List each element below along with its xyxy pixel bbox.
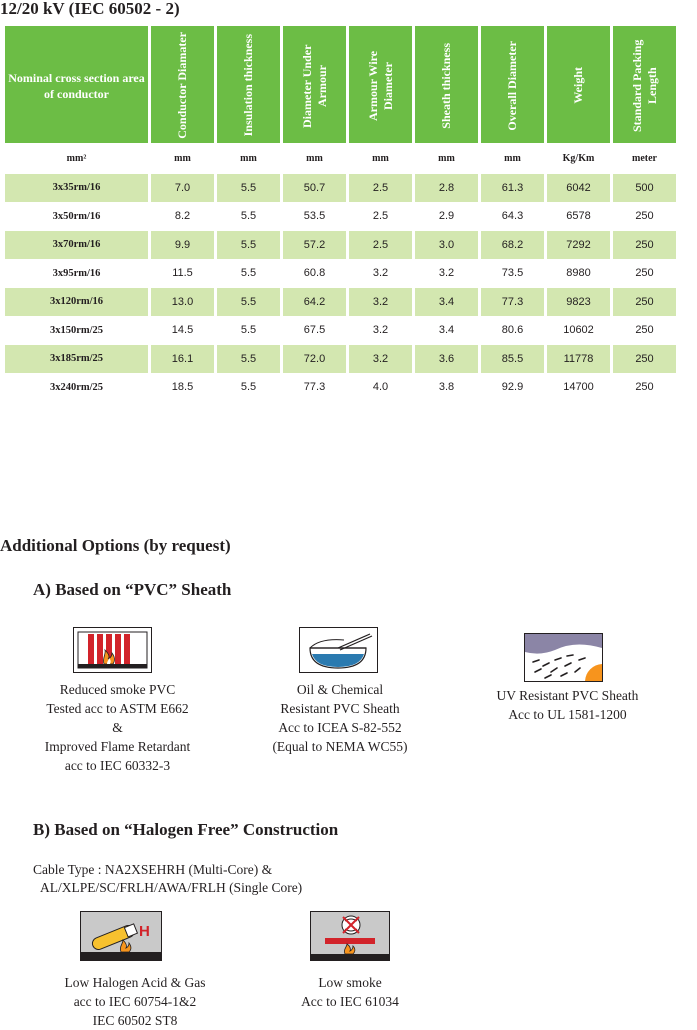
row-value-cell: 500 bbox=[613, 173, 676, 203]
header-packing-length bbox=[613, 26, 676, 143]
additional-options-heading: Additional Options (by request) bbox=[0, 536, 231, 555]
header-label: Insulation thickness bbox=[241, 34, 255, 137]
row-value-cell: 250 bbox=[635, 381, 654, 394]
row-value-cell: 250 bbox=[613, 230, 676, 260]
row-value-cell: 53.5 bbox=[303, 210, 326, 223]
row-value-cell: 4.0 bbox=[372, 381, 389, 394]
row-value-cell: 11778 bbox=[547, 344, 610, 374]
row-value-cell: 3.8 bbox=[438, 381, 455, 394]
row-value-cell: 68.2 bbox=[481, 230, 544, 260]
row-value-cell: 3.2 bbox=[372, 324, 389, 337]
row-value-cell: 5.5 bbox=[217, 230, 280, 260]
header-armour-wire-diameter bbox=[349, 26, 412, 143]
header-cross-section: Nominal cross section area of conductor bbox=[5, 26, 148, 143]
option-line: IEC 60502 ST8 bbox=[92, 1013, 178, 1028]
header-label: Overall Diameter bbox=[505, 40, 519, 131]
oil-chemical-icon bbox=[299, 627, 378, 673]
header-label: Standard Packing Length bbox=[629, 39, 659, 132]
row-value-cell: 5.5 bbox=[240, 210, 257, 223]
row-value-cell: 5.5 bbox=[240, 267, 257, 280]
halogen-h-letter: H bbox=[139, 923, 150, 940]
header-label: Diameter Under Armour bbox=[299, 43, 329, 128]
row-value-cell: 9.9 bbox=[151, 230, 214, 260]
option-line: Oil & Chemical bbox=[296, 682, 384, 697]
row-value-cell: 50.7 bbox=[283, 173, 346, 203]
row-value-cell: 92.9 bbox=[501, 381, 524, 394]
row-value-cell: 2.8 bbox=[415, 173, 478, 203]
row-size-cell: 3x50rm/16 bbox=[52, 210, 101, 222]
row-value-cell: 3.2 bbox=[372, 267, 389, 280]
row-value-cell: 72.0 bbox=[283, 344, 346, 374]
cable-type-line-2: AL/XLPE/SC/FRLH/AWA/FRLH (Single Core) bbox=[40, 880, 303, 895]
option-line: Low Halogen Acid & Gas bbox=[64, 975, 206, 990]
row-value-cell: 250 bbox=[613, 287, 676, 317]
row-value-cell: 10602 bbox=[563, 324, 594, 337]
option-line: Improved Flame Retardant bbox=[44, 739, 191, 754]
unit-cell: Kg/Km bbox=[562, 152, 595, 164]
row-value-cell: 16.1 bbox=[151, 344, 214, 374]
unit-cell: mm bbox=[372, 152, 389, 164]
unit-cell: mm bbox=[504, 152, 521, 164]
header-label: Weight bbox=[571, 67, 585, 104]
cable-type-line-1: Cable Type : NA2XSEHRH (Multi-Core) & bbox=[33, 862, 273, 877]
row-size-cell: 3x35rm/16 bbox=[5, 173, 148, 203]
option-line: Low smoke bbox=[318, 975, 382, 990]
uv-sun-icon bbox=[524, 633, 603, 682]
low-halogen-icon bbox=[80, 911, 162, 961]
row-size-cell: 3x185rm/25 bbox=[5, 344, 148, 374]
option-line: Resistant PVC Sheath bbox=[280, 701, 400, 716]
unit-cell: mm bbox=[174, 152, 191, 164]
row-value-cell: 250 bbox=[635, 210, 654, 223]
fire-retardant-icon bbox=[73, 627, 152, 673]
header-conductor-diameter bbox=[151, 26, 214, 143]
units-row bbox=[5, 143, 676, 173]
option-reduced-smoke bbox=[30, 680, 205, 775]
row-size-cell: 3x70rm/16 bbox=[5, 230, 148, 260]
header-label: Sheath thickness bbox=[439, 42, 453, 129]
row-value-cell: 2.5 bbox=[349, 230, 412, 260]
row-value-cell: 3.6 bbox=[415, 344, 478, 374]
table-row bbox=[5, 317, 676, 345]
row-value-cell: 250 bbox=[635, 267, 654, 280]
header-label: Armour Wire Diameter bbox=[365, 50, 395, 121]
row-value-cell: 3.2 bbox=[438, 267, 455, 280]
row-value-cell: 67.5 bbox=[303, 324, 326, 337]
table-row bbox=[5, 287, 676, 317]
option-line: acc to IEC 60332-3 bbox=[64, 758, 171, 773]
row-value-cell: 60.8 bbox=[303, 267, 326, 280]
row-value-cell: 3.2 bbox=[349, 287, 412, 317]
row-value-cell: 73.5 bbox=[501, 267, 524, 280]
table-row bbox=[5, 203, 676, 231]
row-value-cell: 18.5 bbox=[171, 381, 194, 394]
low-smoke-icon bbox=[310, 911, 390, 961]
row-size-cell: 3x95rm/16 bbox=[52, 267, 101, 279]
header-insulation-thickness bbox=[217, 26, 280, 143]
row-value-cell: 64.2 bbox=[283, 287, 346, 317]
row-value-cell: 9823 bbox=[547, 287, 610, 317]
row-value-cell: 85.5 bbox=[481, 344, 544, 374]
header-overall-diameter bbox=[481, 26, 544, 143]
option-line: Acc to UL 1581-1200 bbox=[508, 707, 627, 722]
row-value-cell: 5.5 bbox=[217, 344, 280, 374]
table-header-row bbox=[5, 26, 676, 143]
header-diameter-under-armour bbox=[283, 26, 346, 143]
row-value-cell: 77.3 bbox=[303, 381, 326, 394]
option-low-smoke bbox=[270, 973, 430, 1011]
row-value-cell: 5.5 bbox=[217, 173, 280, 203]
row-value-cell: 2.5 bbox=[349, 173, 412, 203]
option-oil-chemical bbox=[250, 680, 430, 756]
row-value-cell: 11.5 bbox=[172, 267, 193, 280]
row-size-cell: 3x120rm/16 bbox=[5, 287, 148, 317]
row-value-cell: 13.0 bbox=[151, 287, 214, 317]
row-value-cell: 8980 bbox=[566, 267, 591, 280]
row-value-cell: 3.4 bbox=[438, 324, 455, 337]
option-line: UV Resistant PVC Sheath bbox=[496, 688, 639, 703]
header-weight bbox=[547, 26, 610, 143]
row-value-cell: 64.3 bbox=[501, 210, 524, 223]
option-line: Acc to ICEA S-82-552 bbox=[278, 720, 402, 735]
page-title: 12/20 kV (IEC 60502 - 2) bbox=[0, 0, 180, 18]
unit-cell: mm bbox=[240, 152, 257, 164]
table-row bbox=[5, 173, 676, 203]
row-value-cell: 3.4 bbox=[415, 287, 478, 317]
row-value-cell: 6578 bbox=[566, 210, 591, 223]
row-value-cell: 80.6 bbox=[501, 324, 524, 337]
table-row bbox=[5, 374, 676, 402]
pvc-sheath-heading: A) Based on “PVC” Sheath bbox=[33, 580, 232, 599]
table-row bbox=[5, 260, 676, 288]
option-line: acc to IEC 60754-1&2 bbox=[73, 994, 197, 1009]
row-size-cell: 3x240rm/25 bbox=[49, 381, 104, 393]
row-value-cell: 5.5 bbox=[240, 324, 257, 337]
row-value-cell: 14.5 bbox=[171, 324, 194, 337]
row-value-cell: 3.0 bbox=[415, 230, 478, 260]
row-value-cell: 250 bbox=[635, 324, 654, 337]
row-value-cell: 5.5 bbox=[240, 381, 257, 394]
row-value-cell: 3.2 bbox=[349, 344, 412, 374]
row-value-cell: 2.5 bbox=[372, 210, 389, 223]
header-sheath-thickness bbox=[415, 26, 478, 143]
row-value-cell: 250 bbox=[613, 344, 676, 374]
row-value-cell: 77.3 bbox=[481, 287, 544, 317]
option-low-halogen bbox=[40, 973, 230, 1030]
unit-cell: meter bbox=[632, 152, 657, 164]
row-value-cell: 61.3 bbox=[481, 173, 544, 203]
option-line: Reduced smoke PVC bbox=[59, 682, 176, 697]
row-value-cell: 14700 bbox=[563, 381, 594, 394]
row-value-cell: 57.2 bbox=[283, 230, 346, 260]
row-value-cell: 2.9 bbox=[438, 210, 455, 223]
halogen-free-heading: B) Based on “Halogen Free” Construction bbox=[33, 820, 339, 839]
row-value-cell: 5.5 bbox=[217, 287, 280, 317]
row-value-cell: 7292 bbox=[547, 230, 610, 260]
option-uv-resistant bbox=[470, 686, 665, 724]
option-line: (Equal to NEMA WC55) bbox=[272, 739, 408, 754]
table-row bbox=[5, 230, 676, 260]
row-value-cell: 7.0 bbox=[151, 173, 214, 203]
header-label: Conductor Diamater bbox=[175, 32, 189, 139]
unit-cell: mm² bbox=[66, 152, 87, 164]
row-size-cell: 3x150rm/25 bbox=[49, 324, 104, 336]
unit-cell: mm bbox=[438, 152, 455, 164]
row-value-cell: 8.2 bbox=[174, 210, 191, 223]
table-row bbox=[5, 344, 676, 374]
option-line: Acc to IEC 61034 bbox=[301, 994, 399, 1009]
row-value-cell: 6042 bbox=[547, 173, 610, 203]
spec-table bbox=[2, 26, 679, 401]
unit-cell: mm bbox=[306, 152, 323, 164]
option-line: Tested acc to ASTM E662 bbox=[46, 701, 189, 716]
option-line: & bbox=[112, 720, 123, 735]
